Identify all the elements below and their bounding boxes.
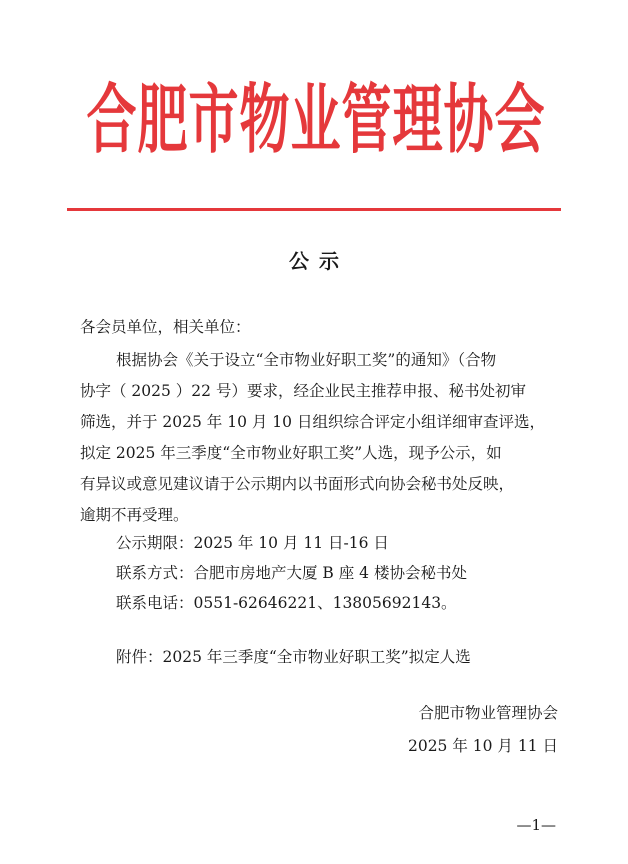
body-line: 根据协会《关于设立“全市物业好职工奖”的通知》（合物 [116, 351, 497, 369]
notice-period: 公示期限：2025 年 10 月 11 日-16 日 [116, 534, 389, 552]
body-line: 有异议或意见建议请于公示期内以书面形式向协会秘书处反映， [80, 475, 515, 493]
contact-method: 联系方式：合肥市房地产大厦 B 座 4 楼协会秘书处 [116, 564, 467, 582]
document-title: 公示 [289, 249, 349, 273]
body-line: 逾期不再受理。 [80, 506, 189, 524]
body-line: 拟定 2025 年三季度“全市物业好职工奖”人选，现予公示，如 [80, 444, 502, 462]
signature-org: 合肥市物业管理协会 [418, 704, 558, 722]
salutation: 各会员单位，相关单位： [80, 318, 251, 336]
attachment-line: 附件：2025 年三季度“全市物业好职工奖”拟定人选 [116, 648, 471, 666]
page-number: —1— [516, 816, 556, 834]
contact-phone: 联系电话：0551-62646221、13805692143。 [116, 594, 457, 612]
body-line: 协字（ 2025 ）22 号）要求，经企业民主推荐申报、秘书处初审 [80, 382, 526, 400]
org-letterhead [66, 70, 566, 170]
letterhead-red-rule [67, 208, 561, 211]
body-line: 筛选，并于 2025 年 10 月 10 日组织综合评定小组详细审查评选， [80, 413, 545, 431]
org-letterhead-text: 合肥市物业管理协会 [86, 75, 546, 164]
signature-date: 2025 年 10 月 11 日 [407, 737, 558, 755]
